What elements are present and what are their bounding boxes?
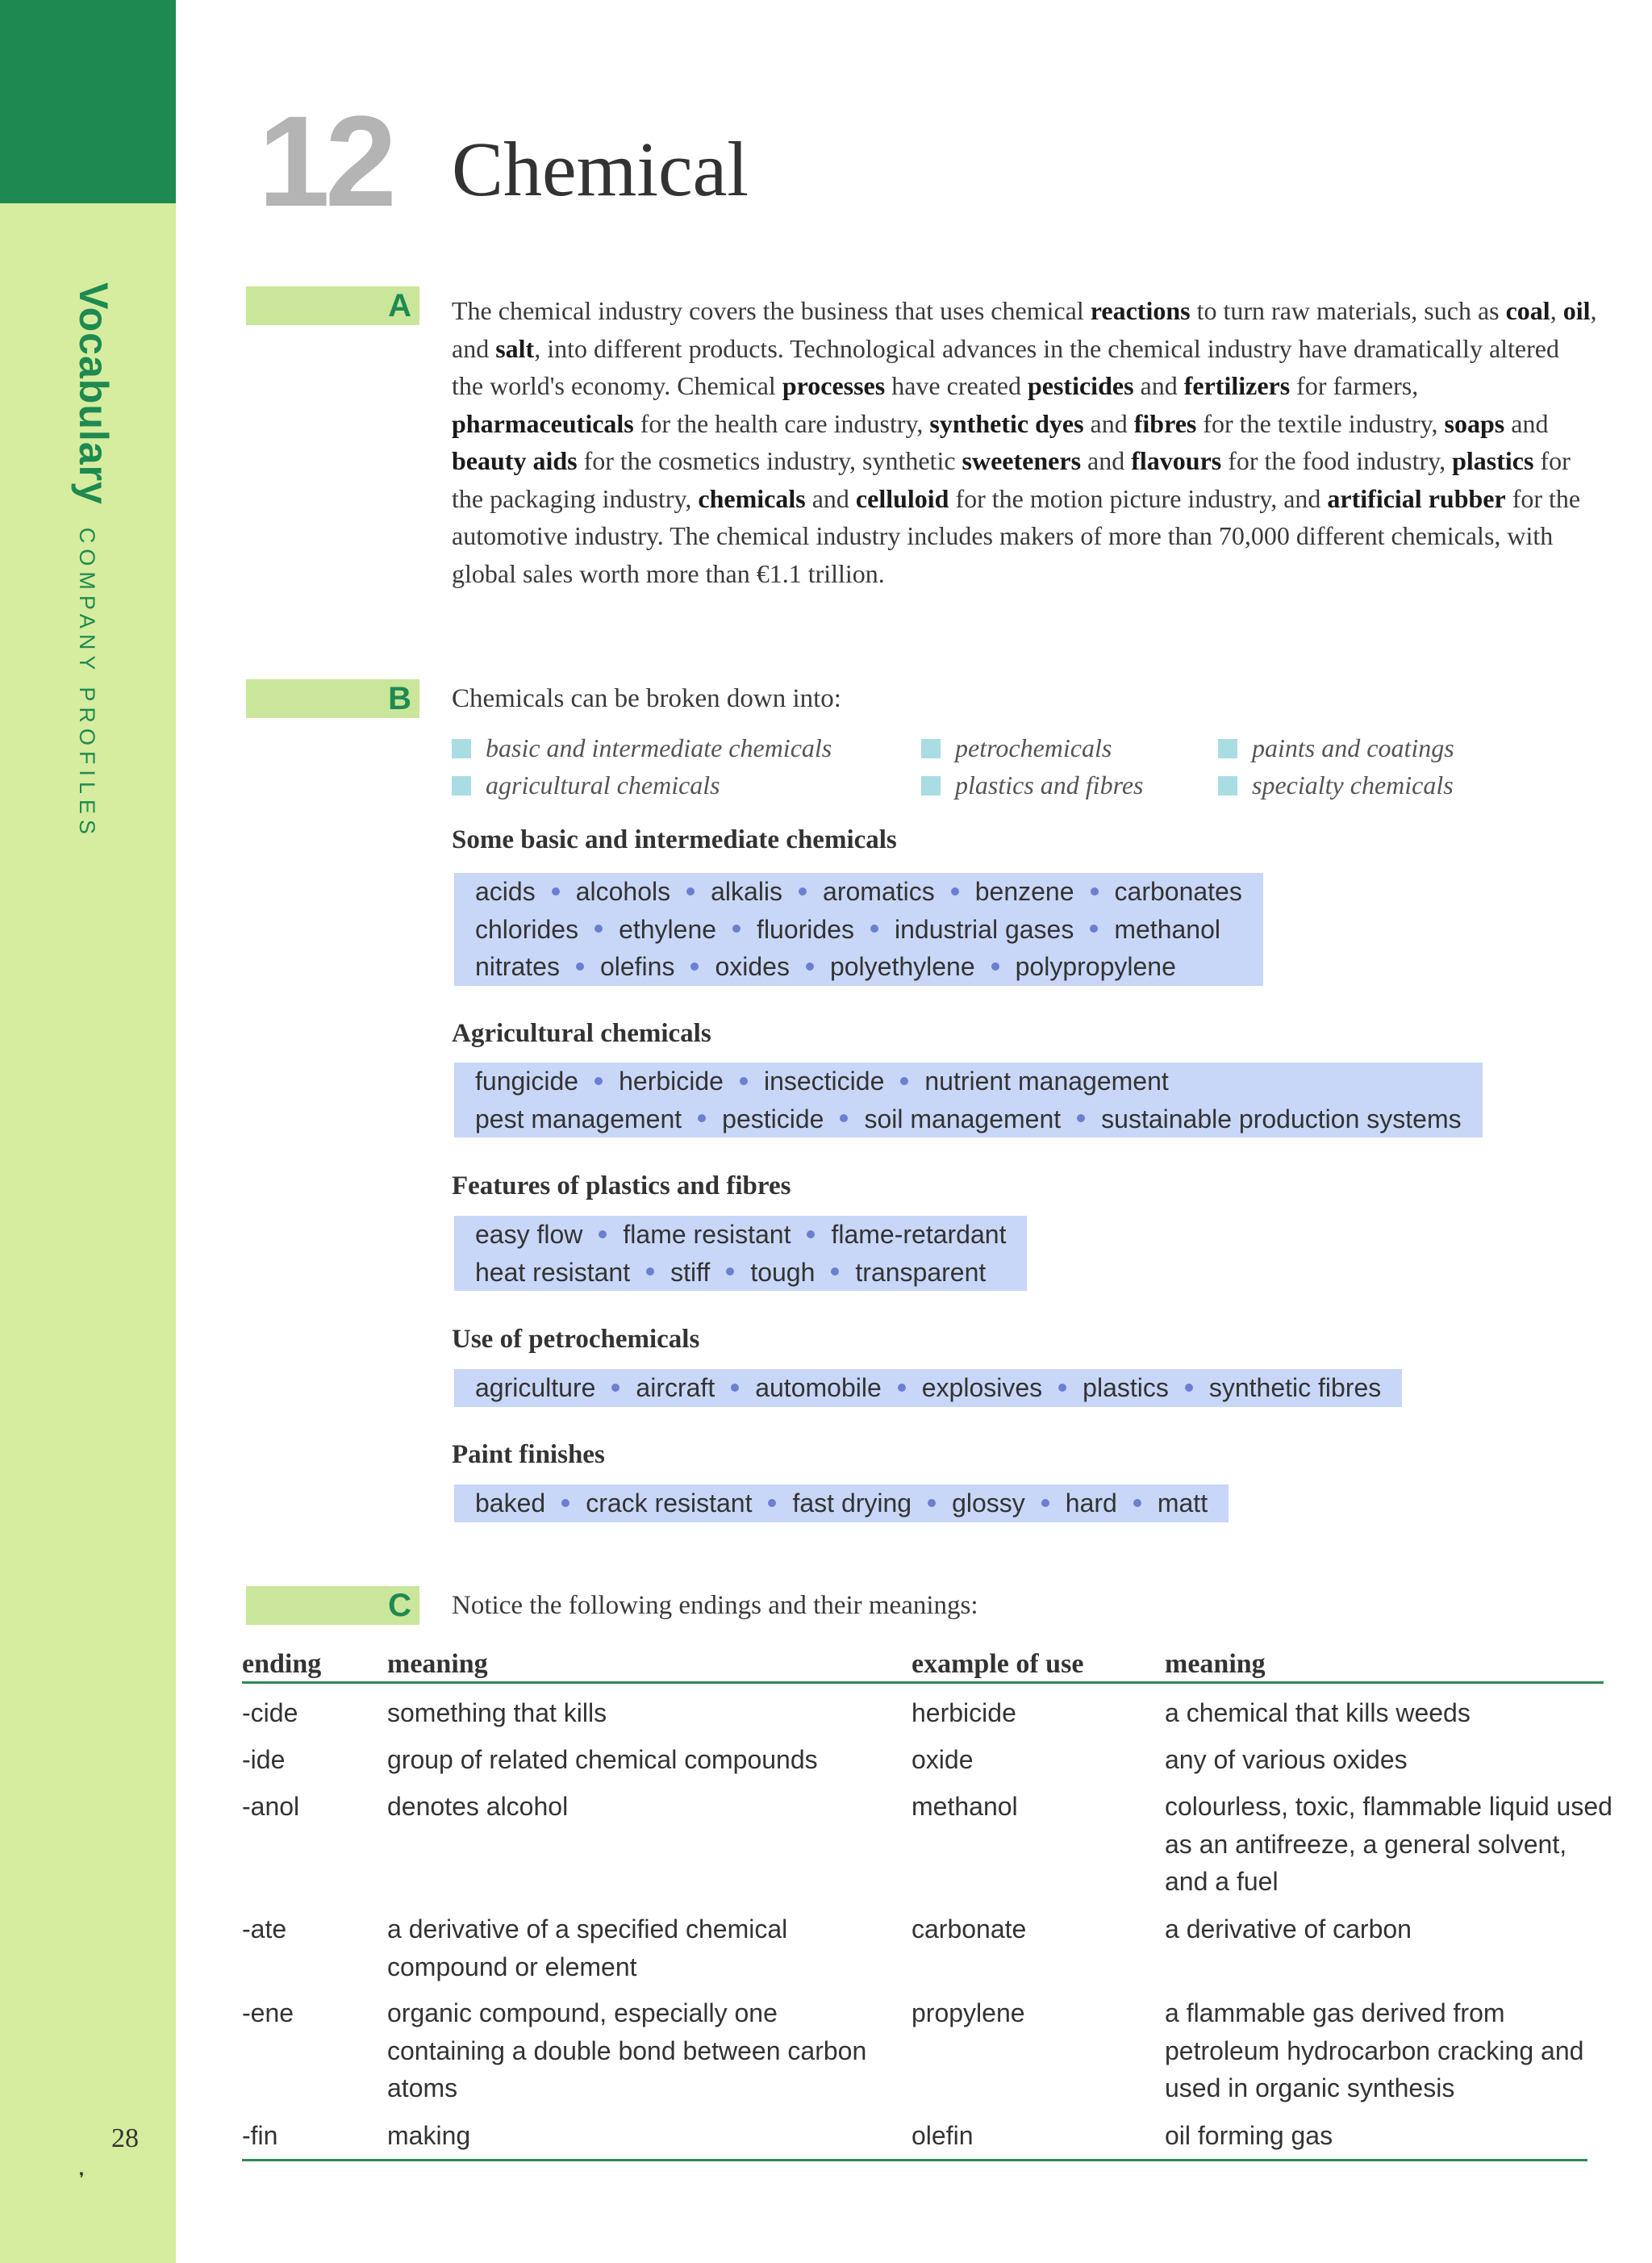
meaning-cell: a derivative of a specified chemical compound or element — [387, 1914, 788, 1981]
vocab-term: agriculture — [475, 1373, 596, 1402]
page-mark: ❜ — [79, 2170, 85, 2188]
vocab-term: plastics — [1083, 1373, 1169, 1402]
bullet-dot — [1133, 1499, 1141, 1507]
bullet-dot — [1090, 925, 1098, 933]
word-line — [475, 948, 1242, 986]
word-line — [475, 1369, 1381, 1407]
bullet-dot — [732, 925, 740, 933]
vocab-term: baked — [475, 1488, 546, 1518]
vocab-term: easy flow — [475, 1220, 583, 1249]
bullet-dot — [731, 1384, 739, 1392]
word-line — [475, 1254, 1006, 1292]
bullet-dot — [698, 1114, 706, 1122]
group-heading: Some basic and intermediate chemicals — [452, 825, 897, 854]
sidebar-title: Vocabulary — [71, 282, 116, 505]
vocab-term: acids — [475, 877, 536, 906]
vocab-term: fungicide — [475, 1067, 579, 1096]
example-cell: carbonate — [912, 1914, 1027, 1944]
word-line — [475, 1216, 1006, 1254]
bullet-dot — [928, 1499, 936, 1507]
word-line — [475, 873, 1242, 911]
bullet-dot — [686, 887, 695, 896]
bullet-dot — [991, 962, 999, 971]
bullet-dot — [1185, 1384, 1193, 1392]
vocab-term: automobile — [755, 1373, 882, 1402]
vocab-term: oxides — [715, 952, 790, 981]
vocab-term: chlorides — [475, 914, 579, 944]
vocab-term: alcohols — [575, 877, 671, 906]
group-heading: Features of plastics and fibres — [452, 1171, 791, 1200]
section-a-paragraph: The chemical industry covers the business that uses chemical reactions to turn raw materials, such as coal, oil, and salt, into different products. Technological advances in the chemical industry have dramatically altered the world's economy. Chemical processes have created pesticides and fertilizers for farmers, pharmaceuticals for the health care industry, synthetic dyes and fibres for the textile industry, soaps and beauty aids for the cosmetics industry, synthetic sweeteners and flavours for the food industry, plastics for the packaging industry, chemicals and celluloid for the motion picture industry, and artificial rubber for the automotive industry. The chemical industry includes makers of more than 70,000 different chemicals, with global sales worth more than €1.1 trillion. — [452, 296, 1597, 588]
category-column-1 — [452, 729, 832, 804]
vocab-term: flame resistant — [623, 1220, 791, 1249]
meaning-cell: something that kills — [387, 1698, 607, 1727]
ending-cell: -fin — [242, 2121, 278, 2150]
vocab-term: explosives — [921, 1373, 1043, 1402]
example-meaning-cell: a chemical that kills weeds — [1165, 1698, 1471, 1727]
word-box — [454, 1063, 1483, 1138]
group-heading: Paint finishes — [452, 1440, 605, 1469]
meaning-cell: group of related chemical compounds — [387, 1745, 818, 1774]
vocab-term: nitrates — [475, 952, 560, 981]
meaning-cell: organic compound, especially one containing a double bond between carbon atoms — [387, 1998, 867, 2102]
vocab-term: pest management — [475, 1104, 682, 1134]
bullet-dot — [611, 1384, 620, 1392]
vocab-term: industrial gases — [895, 914, 1074, 944]
meaning-cell: making — [387, 2121, 471, 2150]
vocab-term: heat resistant — [475, 1257, 631, 1287]
example-cell: methanol — [912, 1792, 1018, 1821]
vocab-term: ethylene — [619, 914, 717, 944]
word-line — [475, 911, 1242, 949]
ending-cell: -cide — [242, 1698, 298, 1727]
section-a-letter: A — [388, 288, 411, 324]
word-box — [454, 1216, 1027, 1291]
category-item: petrochemicals — [921, 729, 1143, 766]
table-header-meaning: meaning — [387, 1649, 488, 1679]
section-a-tab — [246, 286, 419, 325]
vocab-term: herbicide — [619, 1067, 724, 1096]
vocab-term: transparent — [855, 1257, 987, 1287]
ending-cell: -ate — [242, 1914, 287, 1944]
category-column-3 — [1218, 729, 1454, 804]
category-item: agricultural chemicals — [452, 766, 832, 804]
category-item: specialty chemicals — [1218, 766, 1454, 804]
vocab-term: fluorides — [757, 914, 854, 944]
vocab-term: nutrient management — [924, 1067, 1169, 1096]
bullet-dot — [900, 1077, 908, 1085]
bullet-dot — [646, 1267, 654, 1276]
bullet-dot — [594, 925, 603, 933]
bullet-dot — [1091, 887, 1099, 896]
vocab-term: pesticide — [722, 1104, 824, 1134]
example-meaning-cell: any of various oxides — [1165, 1745, 1408, 1774]
category-item: plastics and fibres — [921, 766, 1143, 804]
group-heading: Use of petrochemicals — [452, 1325, 700, 1354]
vocab-term: polyethylene — [829, 952, 975, 981]
bullet-dot — [831, 1267, 839, 1276]
bullet-dot — [870, 925, 878, 933]
table-header-rule — [242, 1681, 1604, 1684]
example-meaning-cell: a derivative of carbon — [1165, 1914, 1412, 1944]
section-c-letter: C — [388, 1588, 411, 1623]
sidebar-subtitle: COMPANY PROFILES — [75, 527, 99, 840]
example-meaning-cell: oil forming gas — [1165, 2121, 1333, 2150]
vocab-term: glossy — [952, 1488, 1025, 1518]
example-cell: olefin — [912, 2121, 974, 2150]
word-line — [475, 1063, 1462, 1100]
unit-number: 12 — [258, 89, 392, 233]
meaning-cell: denotes alcohol — [387, 1792, 569, 1821]
bullet-dot — [951, 887, 959, 896]
bullet-dot — [1077, 1114, 1085, 1122]
bullet-dot — [806, 962, 814, 971]
bullet-dot — [1058, 1384, 1066, 1392]
bullet-dot — [768, 1499, 776, 1507]
table-bottom-rule — [242, 2159, 1587, 2161]
section-c-tab — [246, 1586, 419, 1625]
group-heading: Agricultural chemicals — [452, 1019, 711, 1048]
vocab-term: stiff — [670, 1257, 711, 1287]
bullet-dot — [840, 1114, 848, 1122]
page-number: 28 — [111, 2123, 139, 2153]
ending-cell: -anol — [242, 1792, 300, 1821]
category-column-2 — [921, 729, 1143, 804]
bullet-dot — [799, 887, 807, 896]
category-item: basic and intermediate chemicals — [452, 729, 832, 766]
category-item: paints and coatings — [1218, 729, 1454, 766]
word-line — [475, 1100, 1462, 1138]
vocab-term: methanol — [1114, 914, 1220, 944]
sidebar-header-block — [0, 0, 176, 203]
bullet-dot — [740, 1077, 748, 1085]
example-meaning-cell: a flammable gas derived from petroleum hydrocarbon cracking and used in organic synthesis — [1165, 1998, 1584, 2102]
vocab-term: olefins — [599, 952, 675, 981]
bullet-dot — [1041, 1499, 1049, 1507]
vocab-term: matt — [1157, 1488, 1208, 1518]
bullet-dot — [690, 962, 699, 971]
table-header-example: example of use — [912, 1649, 1084, 1679]
vocab-term: insecticide — [763, 1067, 885, 1096]
bullet-dot — [576, 962, 584, 971]
bullet-dot — [898, 1384, 906, 1392]
example-cell: propylene — [912, 1998, 1025, 2027]
section-b-letter: B — [388, 681, 411, 716]
bullet-dot — [594, 1077, 603, 1085]
vocab-term: flame-retardant — [831, 1220, 1007, 1249]
vocab-term: carbonates — [1114, 877, 1242, 906]
ending-cell: -ide — [242, 1745, 286, 1774]
section-c-intro: Notice the following endings and their meanings: — [452, 1591, 978, 1620]
vocab-term: tough — [750, 1257, 816, 1287]
bullet-dot — [726, 1267, 734, 1276]
table-header-ending: ending — [242, 1649, 322, 1679]
vocab-term: hard — [1065, 1488, 1117, 1518]
sidebar-label — [70, 282, 117, 840]
vocab-term: aromatics — [823, 877, 935, 906]
ending-cell: -ene — [242, 1998, 294, 2027]
bullet-dot — [561, 1499, 569, 1507]
bullet-dot — [552, 887, 560, 896]
table-header-example-meaning: meaning — [1165, 1649, 1266, 1679]
word-box — [454, 1369, 1402, 1407]
vocab-term: fast drying — [792, 1488, 912, 1518]
example-cell: herbicide — [912, 1698, 1016, 1727]
word-line — [475, 1484, 1208, 1522]
vocab-term: alkalis — [711, 877, 783, 906]
vocab-term: polypropylene — [1015, 952, 1176, 981]
word-box — [454, 873, 1263, 986]
vocab-term: benzene — [974, 877, 1074, 906]
vocab-term: aircraft — [636, 1373, 715, 1402]
vocab-term: synthetic fibres — [1208, 1373, 1382, 1402]
example-cell: oxide — [912, 1745, 974, 1774]
bullet-dot — [599, 1230, 607, 1238]
vocab-term: soil management — [864, 1104, 1062, 1134]
section-b-intro: Chemicals can be broken down into: — [452, 684, 841, 713]
bullet-dot — [807, 1230, 815, 1238]
vocab-term: crack resistant — [586, 1488, 753, 1518]
section-b-tab — [246, 679, 419, 718]
unit-title: Chemical — [452, 126, 749, 212]
vocab-term: sustainable production systems — [1101, 1104, 1462, 1134]
word-box — [454, 1484, 1229, 1522]
example-meaning-cell: colourless, toxic, flammable liquid used as an antifreeze, a general solvent, and a fuel — [1165, 1792, 1612, 1896]
